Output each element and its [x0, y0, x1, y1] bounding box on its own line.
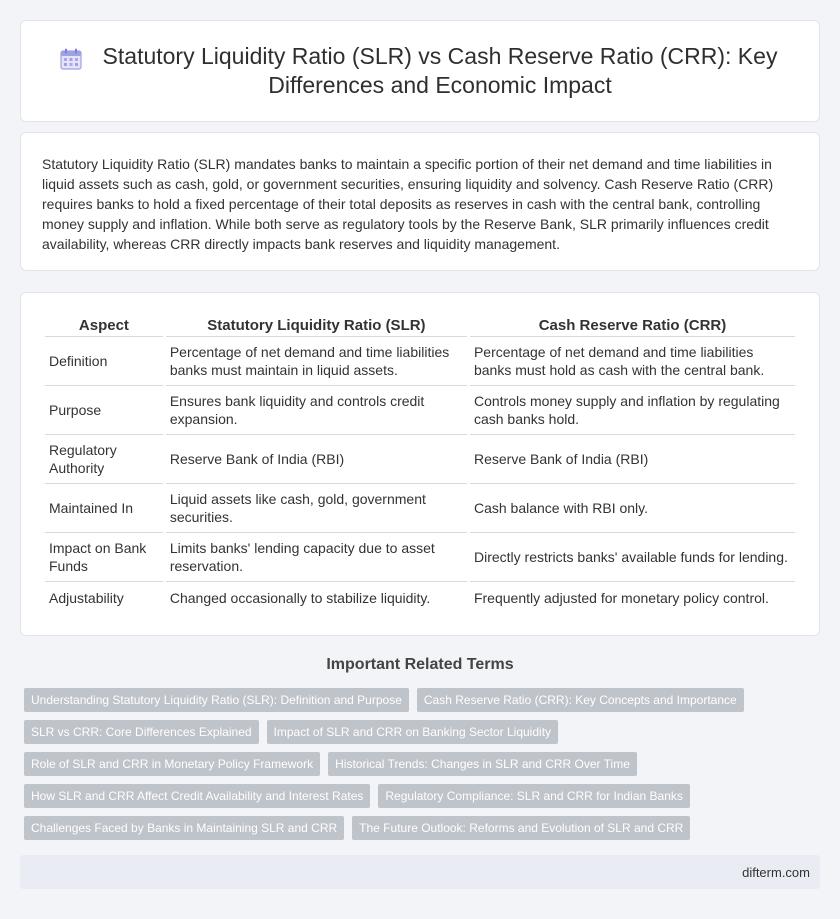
tag-row	[24, 688, 784, 712]
header-crr: Cash Reserve Ratio (CRR)	[470, 315, 795, 337]
aspect-cell: Regulatory Authority	[45, 435, 163, 484]
header-slr: Statutory Liquidity Ratio (SLR)	[166, 315, 467, 337]
header-aspect: Aspect	[45, 315, 163, 337]
aspect-cell: Maintained In	[45, 484, 163, 533]
title-card	[20, 20, 820, 122]
table-header-row	[45, 315, 795, 337]
aspect-cell: Adjustability	[49, 589, 124, 606]
related-terms-title: Important Related Terms	[326, 656, 514, 673]
comparison-table	[42, 315, 798, 613]
aspect-cell: Impact on Bank Funds	[45, 533, 163, 582]
tag-row	[24, 816, 784, 840]
slr-cell: Changed occasionally to stabilize liquidity.	[169, 589, 431, 606]
crr-cell: Controls money supply and inflation by regulating cash banks hold.	[470, 386, 795, 435]
aspect-cell: Purpose	[45, 386, 163, 435]
crr-cell: Directly restricts banks' available funds for lending.	[470, 533, 795, 582]
table-row	[45, 484, 795, 533]
page-title: Statutory Liquidity Ratio (SLR) vs Cash Reserve Ratio (CRR): Key Differences and Economic Impact	[102, 43, 778, 98]
slr-cell: Percentage of net demand and time liabilities banks must maintain in liquid assets.	[166, 337, 467, 386]
footer	[20, 855, 820, 889]
crr-cell: Percentage of net demand and time liabilities banks must hold as cash with the central bank.	[470, 337, 795, 386]
tag-row	[24, 784, 784, 808]
slr-cell: Limits banks' lending capacity due to asset reservation.	[166, 533, 467, 582]
related-term-link[interactable]: Cash Reserve Ratio (CRR): Key Concepts and Importance	[417, 688, 744, 712]
footer-site-link[interactable]: difterm.com	[742, 865, 810, 880]
related-term-link[interactable]: Challenges Faced by Banks in Maintaining SLR and CRR	[24, 816, 344, 840]
comparison-table-card	[20, 292, 820, 636]
crr-cell: Cash balance with RBI only.	[470, 484, 795, 533]
table-row	[45, 533, 795, 582]
table-row	[45, 337, 795, 386]
table-row	[45, 386, 795, 435]
related-term-link[interactable]: Impact of SLR and CRR on Banking Sector Liquidity	[267, 720, 558, 744]
slr-cell: Liquid assets like cash, gold, government securities.	[166, 484, 467, 533]
slr-cell: Reserve Bank of India (RBI)	[166, 435, 467, 484]
related-term-link[interactable]: Role of SLR and CRR in Monetary Policy Framework	[24, 752, 320, 776]
related-term-link[interactable]: Understanding Statutory Liquidity Ratio (SLR): Definition and Purpose	[24, 688, 409, 712]
intro-card	[20, 132, 820, 271]
related-term-link[interactable]: The Future Outlook: Reforms and Evolution of SLR and CRR	[352, 816, 690, 840]
intro-paragraph: Statutory Liquidity Ratio (SLR) mandates banks to maintain a specific portion of their net demand and time liabilities in liquid assets such as cash, gold, or government securities, ensuring liquidity and solvency. Cash Reserve Ratio (CRR) requires banks to hold a fixed percentage of their total deposits as reserves in cash with the central bank, controlling money supply and inflation. While both serve as regulatory tools by the Reserve Bank, SLR primarily influences credit availability, whereas CRR directly impacts bank reserves and liquidity management.	[42, 156, 774, 252]
related-term-link[interactable]: SLR vs CRR: Core Differences Explained	[24, 720, 259, 744]
tag-row	[24, 752, 784, 776]
tag-row	[24, 720, 784, 744]
related-term-link[interactable]: How SLR and CRR Affect Credit Availability and Interest Rates	[24, 784, 370, 808]
table-row	[45, 582, 795, 613]
related-terms-list	[24, 688, 784, 848]
crr-cell: Reserve Bank of India (RBI)	[470, 435, 795, 484]
slr-cell: Ensures bank liquidity and controls credit expansion.	[166, 386, 467, 435]
related-term-link[interactable]: Historical Trends: Changes in SLR and CRR Over Time	[328, 752, 637, 776]
aspect-cell: Definition	[45, 337, 163, 386]
related-term-link[interactable]: Regulatory Compliance: SLR and CRR for Indian Banks	[378, 784, 689, 808]
table-row	[45, 435, 795, 484]
crr-cell: Frequently adjusted for monetary policy control.	[473, 589, 769, 606]
